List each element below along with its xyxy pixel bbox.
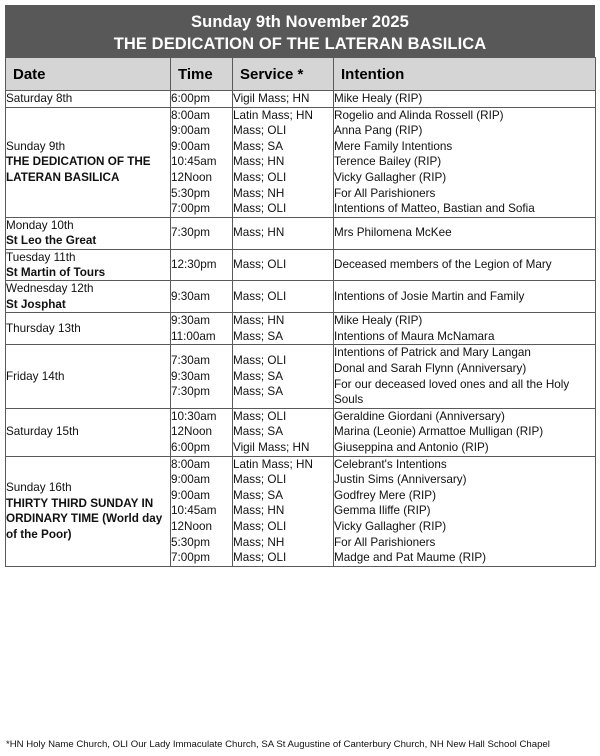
column-header-date: Date bbox=[6, 58, 171, 91]
intention-entry: Donal and Sarah Flynn (Anniversary) bbox=[334, 361, 527, 375]
table-header-row bbox=[6, 58, 596, 91]
cell-service bbox=[233, 249, 334, 281]
cell-time-list bbox=[171, 91, 232, 107]
intention-entry: Mike Healy (RIP) bbox=[334, 314, 423, 328]
cell-service-list bbox=[233, 257, 333, 273]
date-main: Saturday 8th bbox=[6, 92, 73, 106]
table-row bbox=[6, 456, 596, 566]
cell-time bbox=[171, 345, 233, 408]
date-main: Wednesday 12th bbox=[6, 282, 94, 296]
column-header-intention: Intention bbox=[334, 58, 596, 91]
cell-date bbox=[6, 249, 171, 281]
cell-intention-list bbox=[334, 225, 595, 241]
intention-entry: Mike Healy (RIP) bbox=[334, 92, 423, 105]
cell-intention-list bbox=[334, 457, 595, 566]
cell-service bbox=[233, 456, 334, 566]
cell-service bbox=[233, 107, 334, 217]
intention-entry: Intentions of Matteo, Bastian and Sofia bbox=[334, 202, 535, 216]
cell-time bbox=[171, 456, 233, 566]
banner-date: Sunday 9th November 2025 bbox=[191, 13, 409, 31]
cell-time-list bbox=[171, 257, 232, 273]
table-row bbox=[6, 217, 596, 249]
time-entry: 9:30am bbox=[171, 289, 210, 303]
service-entry: Mass; SA bbox=[233, 425, 284, 439]
cell-intention bbox=[334, 281, 596, 313]
intention-entry: Deceased members of the Legion of Mary bbox=[334, 258, 552, 272]
intention-entry: For All Parishioners bbox=[334, 186, 436, 200]
service-entry: Mass; SA bbox=[233, 329, 284, 343]
cell-service bbox=[233, 281, 334, 313]
time-entry: 10:30am bbox=[171, 409, 217, 423]
service-entry: Mass; NH bbox=[233, 535, 285, 549]
date-subtitle: THE DEDICATION OF THE LATERAN BASILICA bbox=[6, 155, 151, 184]
cell-intention bbox=[334, 107, 596, 217]
table-row bbox=[6, 91, 596, 108]
date-subtitle: St Leo the Great bbox=[6, 234, 97, 248]
intention-entry: Rogelio and Alinda Rossell (RIP) bbox=[334, 108, 504, 122]
cell-time-list bbox=[171, 289, 232, 305]
time-entry: 7:00pm bbox=[171, 551, 210, 565]
cell-date bbox=[6, 91, 171, 108]
cell-intention-list bbox=[334, 108, 595, 217]
cell-service-list bbox=[233, 91, 333, 107]
time-entry: 12Noon bbox=[171, 425, 212, 439]
table-header bbox=[6, 58, 596, 91]
cell-intention bbox=[334, 313, 596, 345]
date-subtitle: St Martin of Tours bbox=[6, 265, 106, 279]
time-entry: 6:00pm bbox=[171, 440, 210, 454]
intention-entry: Godfrey Mere (RIP) bbox=[334, 488, 436, 502]
cell-date bbox=[6, 456, 171, 566]
cell-time bbox=[171, 408, 233, 456]
cell-service bbox=[233, 217, 334, 249]
date-subtitle: THIRTY THIRD SUNDAY IN ORDINARY TIME (World day of the Poor) bbox=[6, 496, 163, 541]
time-entry: 10:45am bbox=[171, 504, 217, 518]
table-row bbox=[6, 281, 596, 313]
cell-service-list bbox=[233, 225, 333, 241]
date-main: Friday 14th bbox=[6, 369, 65, 383]
intention-entry: Intentions of Patrick and Mary Langan bbox=[334, 346, 531, 360]
service-entry: Mass; NH bbox=[233, 186, 285, 200]
cell-intention-list bbox=[334, 313, 595, 344]
intention-entry: Intentions of Josie Martin and Family bbox=[334, 289, 525, 303]
cell-intention-list bbox=[334, 409, 595, 456]
table-row bbox=[6, 249, 596, 281]
time-entry: 10:45am bbox=[171, 155, 217, 169]
cell-service bbox=[233, 345, 334, 408]
service-entry: Mass; OLI bbox=[233, 170, 287, 184]
cell-time-list bbox=[171, 313, 232, 344]
time-entry: 12:30pm bbox=[171, 258, 217, 272]
date-main: Monday 10th bbox=[6, 218, 74, 232]
church-abbreviation-footnote: *HN Holy Name Church, OLI Our Lady Immaculate Church, SA St Augustine of Canterbury Church, NH New Hall School Chapel bbox=[6, 739, 550, 750]
service-entry: Mass; HN bbox=[233, 504, 285, 518]
cell-intention bbox=[334, 456, 596, 566]
cell-service bbox=[233, 313, 334, 345]
intention-entry: Geraldine Giordani (Anniversary) bbox=[334, 409, 505, 423]
intention-entry: For All Parishioners bbox=[334, 535, 436, 549]
cell-intention bbox=[334, 408, 596, 456]
intention-entry: Madge and Pat Maume (RIP) bbox=[334, 551, 487, 565]
intention-entry: Vicky Gallagher (RIP) bbox=[334, 519, 447, 533]
cell-intention bbox=[334, 91, 596, 108]
date-main: Sunday 9th bbox=[6, 140, 66, 154]
banner-feast: THE DEDICATION OF THE LATERAN BASILICA bbox=[113, 35, 487, 53]
time-entry: 5:30pm bbox=[171, 535, 210, 549]
table-body bbox=[6, 91, 596, 567]
service-entry: Mass; OLI bbox=[233, 473, 287, 487]
cell-time bbox=[171, 217, 233, 249]
date-subtitle: St Josphat bbox=[6, 297, 66, 311]
intention-entry: Celebrant's Intentions bbox=[334, 457, 447, 471]
time-entry: 9:00am bbox=[171, 473, 210, 487]
intention-entry: Intentions of Maura McNamara bbox=[334, 329, 495, 343]
time-entry: 6:00pm bbox=[171, 92, 210, 105]
table-row bbox=[6, 345, 596, 408]
cell-time-list bbox=[171, 409, 232, 456]
service-entry: Mass; SA bbox=[233, 488, 284, 502]
time-entry: 5:30pm bbox=[171, 186, 210, 200]
time-entry: 8:00am bbox=[171, 108, 210, 122]
service-entry: Vigil Mass; HN bbox=[233, 440, 310, 454]
cell-time bbox=[171, 107, 233, 217]
time-entry: 7:30am bbox=[171, 354, 210, 368]
service-entry: Mass; OLI bbox=[233, 289, 287, 303]
cell-service bbox=[233, 91, 334, 108]
date-main: Sunday 16th bbox=[6, 481, 72, 495]
time-entry: 9:30am bbox=[171, 314, 210, 328]
schedule-banner bbox=[5, 5, 595, 57]
cell-date bbox=[6, 313, 171, 345]
cell-service-list bbox=[233, 108, 333, 217]
service-entry: Mass; OLI bbox=[233, 354, 287, 368]
cell-intention-list bbox=[334, 257, 595, 273]
column-header-time: Time bbox=[171, 58, 233, 91]
cell-intention bbox=[334, 217, 596, 249]
table-row bbox=[6, 313, 596, 345]
date-main: Saturday 15th bbox=[6, 425, 79, 439]
time-entry: 9:00am bbox=[171, 124, 210, 138]
service-entry: Mass; OLI bbox=[233, 409, 287, 423]
service-entry: Mass; OLI bbox=[233, 258, 287, 272]
time-entry: 11:00am bbox=[171, 329, 216, 343]
intention-entry: Justin Sims (Anniversary) bbox=[334, 473, 467, 487]
time-entry: 12Noon bbox=[171, 519, 212, 533]
cell-time bbox=[171, 249, 233, 281]
service-entry: Mass; OLI bbox=[233, 551, 287, 565]
service-entry: Mass; HN bbox=[233, 155, 285, 169]
time-entry: 8:00am bbox=[171, 457, 210, 471]
time-entry: 7:30pm bbox=[171, 226, 210, 240]
date-main: Thursday 13th bbox=[6, 322, 81, 336]
time-entry: 7:00pm bbox=[171, 202, 210, 216]
cell-date bbox=[6, 107, 171, 217]
cell-intention bbox=[334, 345, 596, 408]
cell-time-list bbox=[171, 457, 232, 566]
intention-entry: Gemma Iliffe (RIP) bbox=[334, 504, 431, 518]
time-entry: 12Noon bbox=[171, 170, 212, 184]
cell-date bbox=[6, 281, 171, 313]
service-entry: Mass; SA bbox=[233, 139, 284, 153]
intention-entry: Anna Pang (RIP) bbox=[334, 124, 423, 138]
table-row bbox=[6, 107, 596, 217]
service-entry: Latin Mass; HN bbox=[233, 457, 313, 471]
schedule-sheet bbox=[5, 5, 595, 567]
cell-time-list bbox=[171, 353, 232, 400]
service-entry: Latin Mass; HN bbox=[233, 108, 313, 122]
time-entry: 9:30am bbox=[171, 369, 210, 383]
service-entry: Mass; OLI bbox=[233, 519, 287, 533]
intention-entry: Vicky Gallagher (RIP) bbox=[334, 170, 447, 184]
cell-intention-list bbox=[334, 289, 595, 305]
service-entry: Mass; SA bbox=[233, 385, 284, 399]
cell-time-list bbox=[171, 225, 232, 241]
cell-intention-list bbox=[334, 91, 595, 107]
date-main: Tuesday 11th bbox=[6, 250, 76, 264]
cell-service-list bbox=[233, 289, 333, 305]
cell-service-list bbox=[233, 313, 333, 344]
cell-date bbox=[6, 408, 171, 456]
mass-schedule-table bbox=[5, 57, 596, 567]
service-entry: Vigil Mass; HN bbox=[233, 92, 310, 105]
time-entry: 9:00am bbox=[171, 488, 210, 502]
cell-time-list bbox=[171, 108, 232, 217]
intention-entry: For our deceased loved ones and all the Holy Souls bbox=[334, 377, 570, 407]
column-header-service: Service * bbox=[233, 58, 334, 91]
service-entry: Mass; OLI bbox=[233, 124, 287, 138]
cell-time bbox=[171, 281, 233, 313]
intention-entry: Marina (Leonie) Armattoe Mulligan (RIP) bbox=[334, 425, 544, 439]
cell-service bbox=[233, 408, 334, 456]
cell-date bbox=[6, 217, 171, 249]
cell-service-list bbox=[233, 457, 333, 566]
cell-service-list bbox=[233, 353, 333, 400]
intention-entry: Mrs Philomena McKee bbox=[334, 226, 452, 240]
intention-entry: Mere Family Intentions bbox=[334, 139, 453, 153]
cell-intention bbox=[334, 249, 596, 281]
cell-time bbox=[171, 91, 233, 108]
time-entry: 9:00am bbox=[171, 139, 210, 153]
table-row bbox=[6, 408, 596, 456]
service-entry: Mass; HN bbox=[233, 226, 285, 240]
cell-time bbox=[171, 313, 233, 345]
cell-service-list bbox=[233, 409, 333, 456]
intention-entry: Terence Bailey (RIP) bbox=[334, 155, 442, 169]
cell-intention-list bbox=[334, 345, 595, 407]
time-entry: 7:30pm bbox=[171, 385, 210, 399]
service-entry: Mass; SA bbox=[233, 369, 284, 383]
intention-entry: Giuseppina and Antonio (RIP) bbox=[334, 440, 489, 454]
service-entry: Mass; OLI bbox=[233, 202, 287, 216]
service-entry: Mass; HN bbox=[233, 314, 285, 328]
cell-date bbox=[6, 345, 171, 408]
